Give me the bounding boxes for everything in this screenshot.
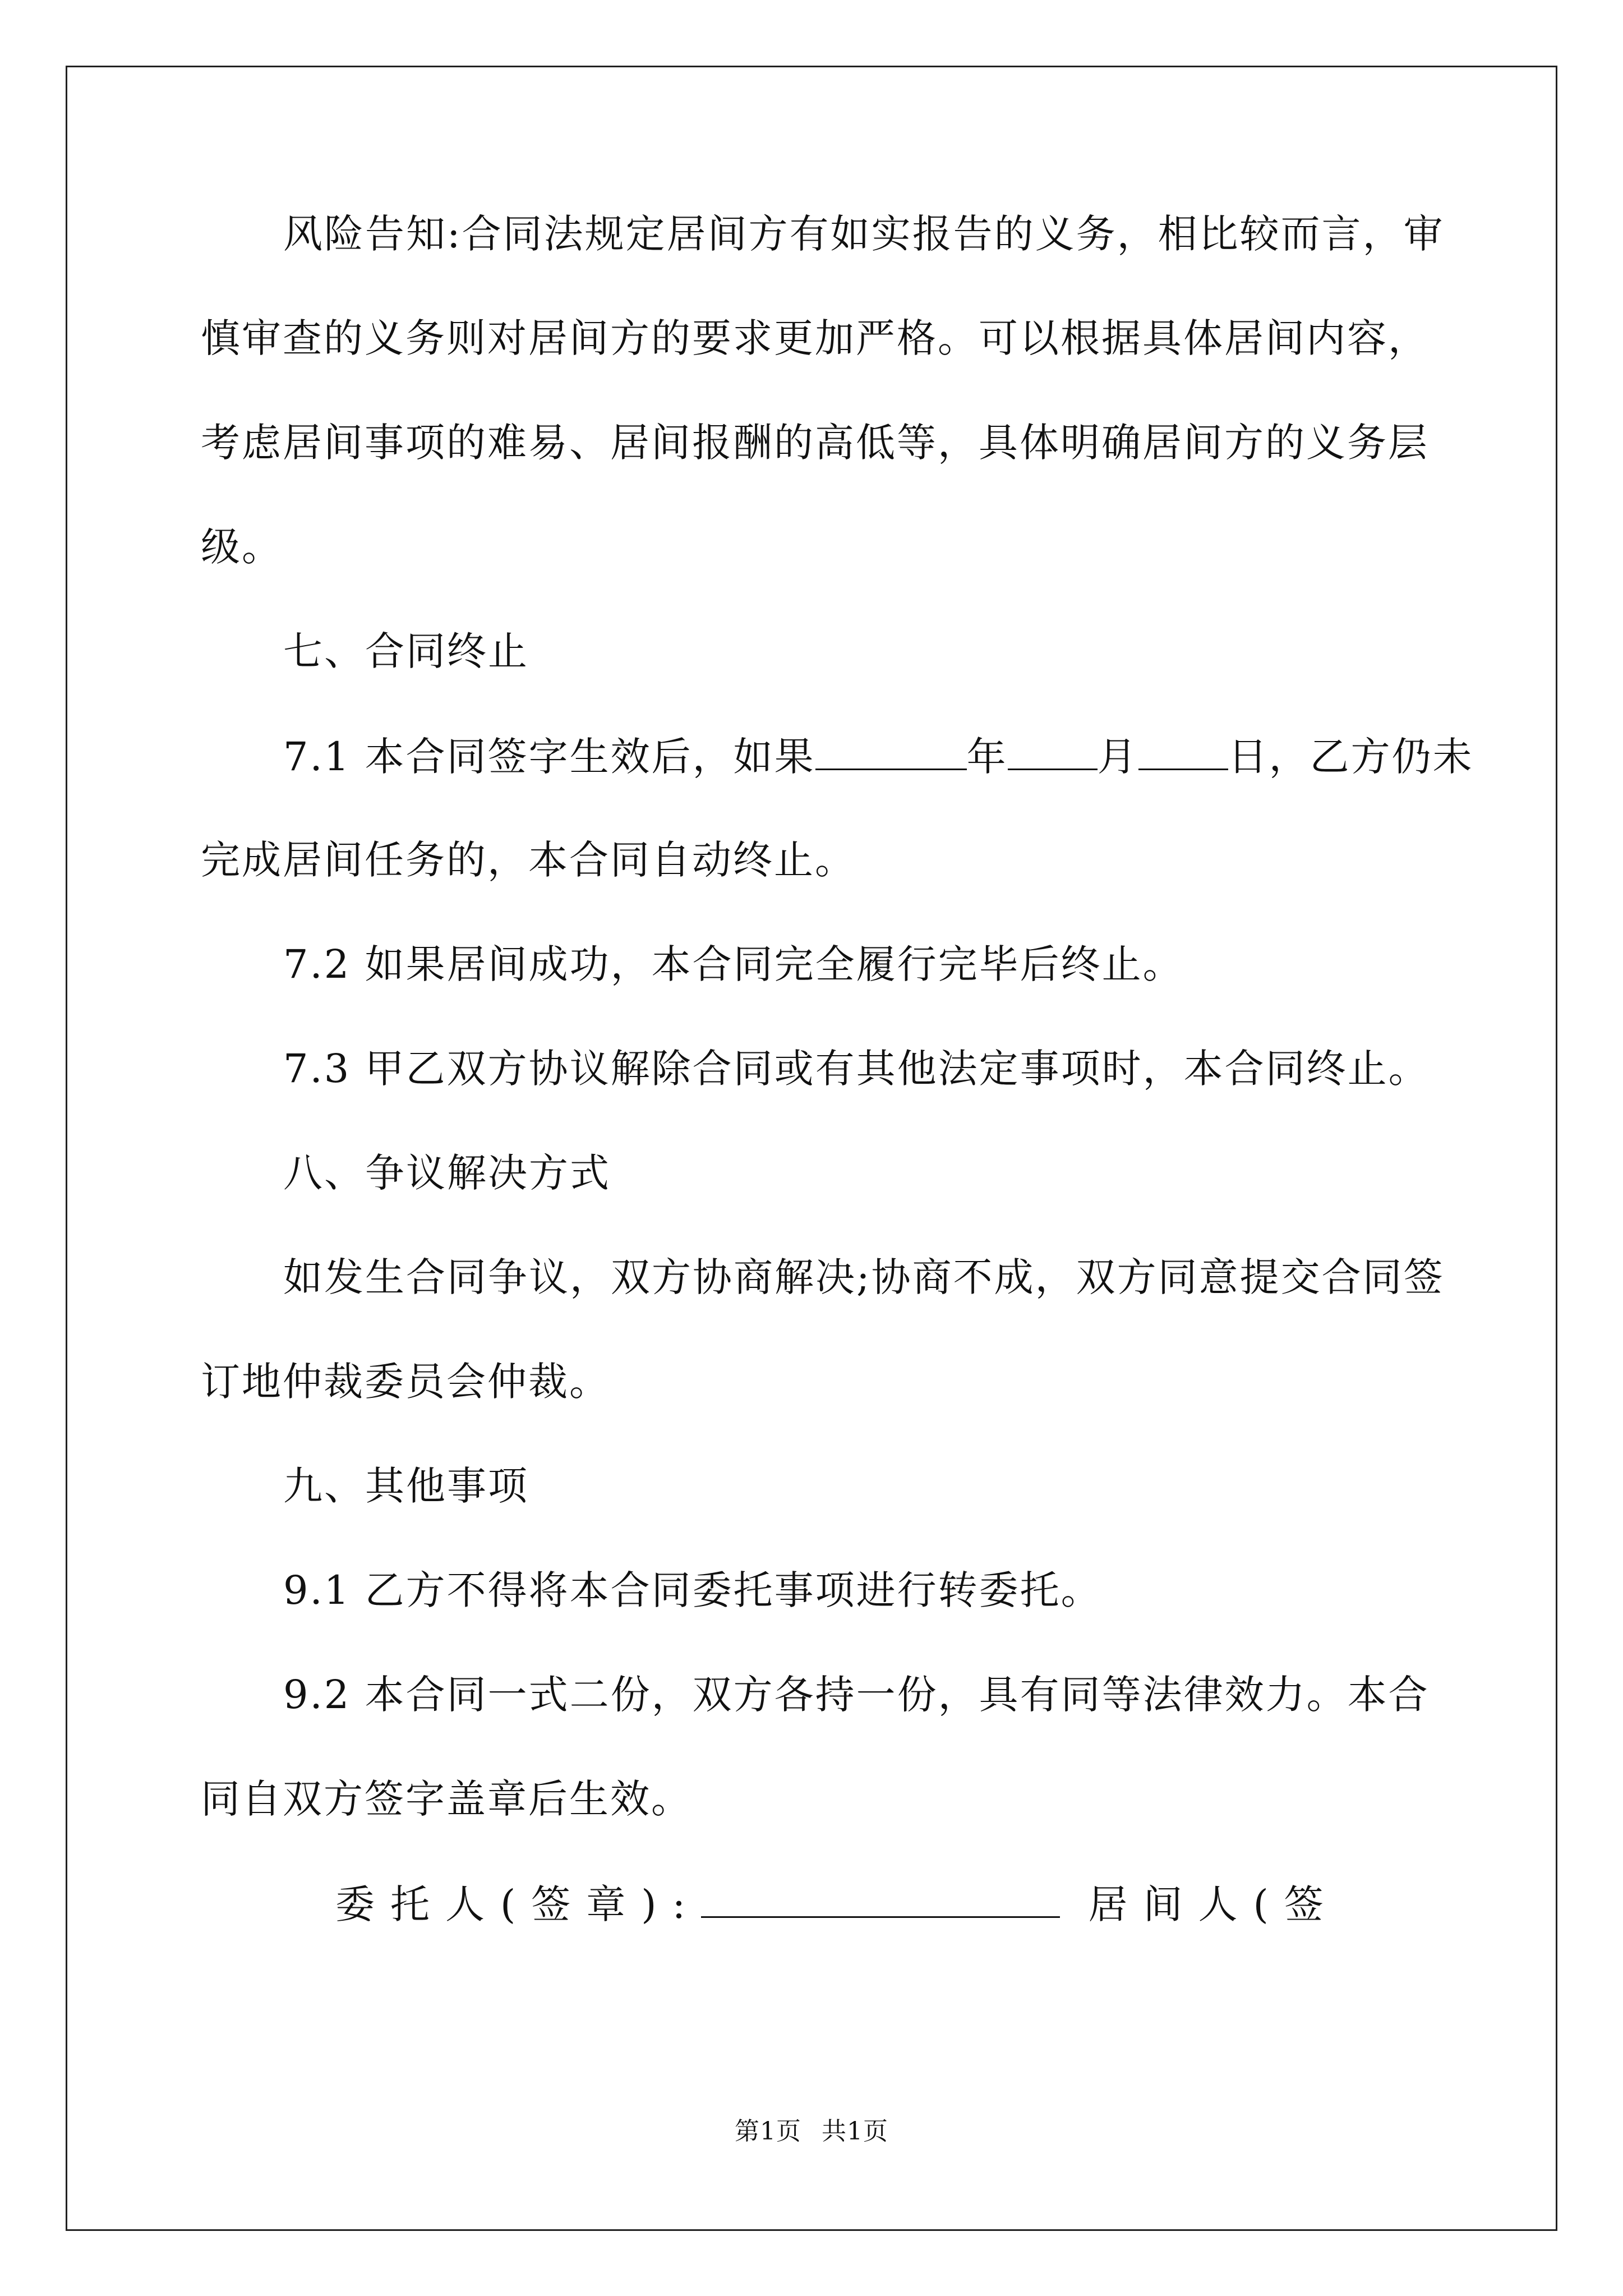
principal-signature-blank[interactable] [701, 1877, 1060, 1918]
page-total: 共1页 [822, 2117, 888, 2146]
risk-notice-line-2: 慎审查的义务则对居间方的要求更加严格。可以根据具体居间内容， [201, 315, 1429, 361]
section-7-heading: 七、合同终止 [283, 628, 529, 674]
page-footer [0, 2115, 1623, 2148]
risk-notice-line-3: 考虑居间事项的难易、居间报酬的高低等，具体明确居间方的义务层 [201, 420, 1429, 466]
clause-9-1: 9.1 乙方不得将本合同委托事项进行转委托。 [283, 1567, 1102, 1613]
clause-7-1-prefix: 7.1 本合同签字生效后，如果 [283, 734, 815, 780]
clause-7-1-line-2: 完成居间任务的，本合同自动终止。 [201, 837, 856, 883]
document-body [201, 208, 1474, 1930]
intermediary-signature-label: 居间人(签 [1088, 1881, 1339, 1927]
clause-7-1-line-1 [201, 729, 1474, 782]
year-label: 年 [966, 734, 1008, 780]
clause-7-3: 7.3 甲乙双方协议解除合同或有其他法定事项时，本合同终止。 [283, 1046, 1430, 1092]
month-label: 月 [1097, 734, 1138, 780]
clause-7-2: 7.2 如果居间成功，本合同完全履行完毕后终止。 [283, 941, 1184, 987]
dispute-line-1: 如发生合同争议，双方协商解决;协商不成，双方同意提交合同签 [283, 1254, 1445, 1300]
signature-line [201, 1877, 1429, 1930]
risk-notice-line-4: 级。 [201, 524, 283, 570]
clause-9-2-line-2: 同自双方签字盖章后生效。 [201, 1776, 692, 1822]
day-blank[interactable] [1138, 729, 1228, 770]
day-label: 日 [1228, 734, 1269, 780]
year-blank[interactable] [815, 729, 967, 770]
clause-9-2-line-1: 9.2 本合同一式二份，双方各持一份，具有同等法律效力。本合 [283, 1672, 1430, 1718]
section-8-heading: 八、争议解决方式 [283, 1150, 611, 1196]
dispute-line-2: 订地仲裁委员会仲裁。 [201, 1359, 610, 1405]
page-number: 第1页 [735, 2117, 801, 2146]
clause-7-1-suffix: ，乙方仍未 [1269, 734, 1474, 780]
month-blank[interactable] [1008, 729, 1098, 770]
principal-signature-label: 委托人(签章): [335, 1881, 702, 1927]
section-9-heading: 九、其他事项 [283, 1463, 529, 1509]
risk-notice-line-1: 风险告知:合同法规定居间方有如实报告的义务，相比较而言，审 [283, 211, 1445, 257]
